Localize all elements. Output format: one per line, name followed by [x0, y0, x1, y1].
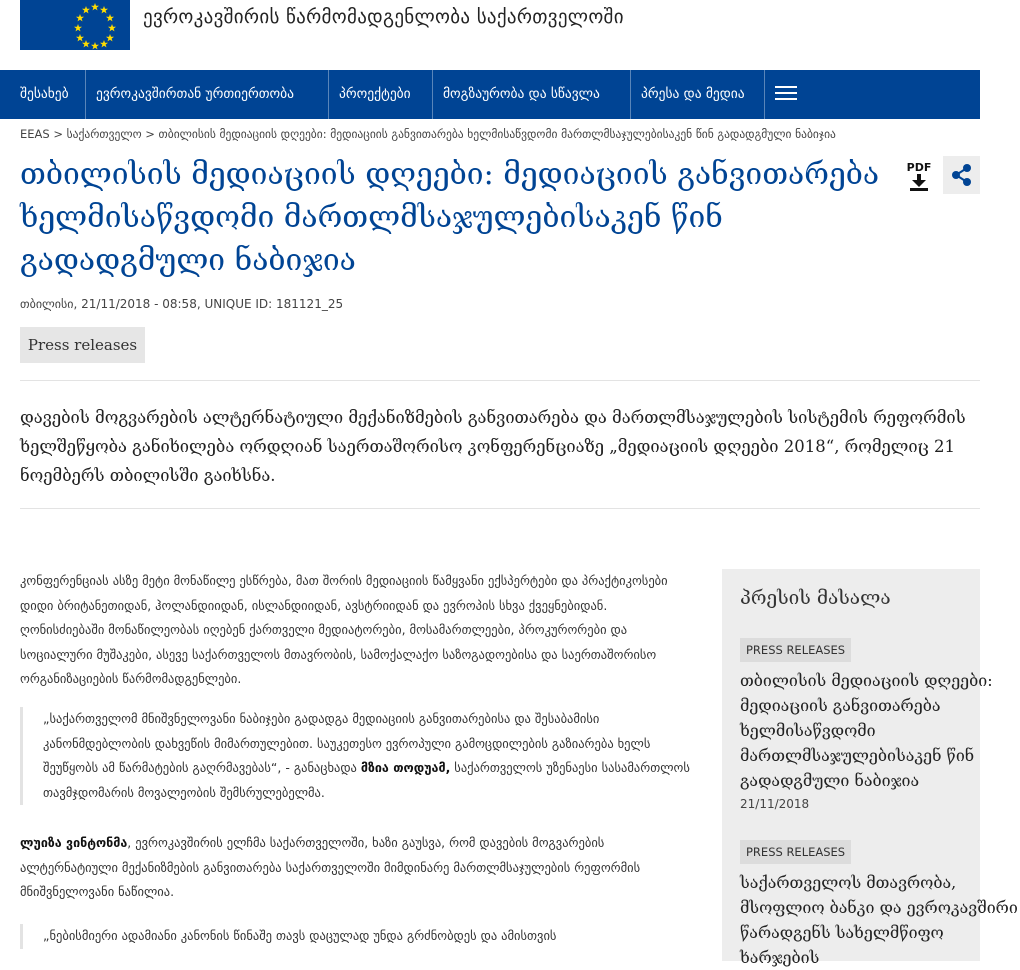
quote-author-role: საქართველოს უზენაესი სასამართლოს თავმჯდომარის მოვალეობის შემსრულებელმა. — [43, 760, 690, 800]
sidebar-item-tag[interactable]: PRESS RELEASES — [740, 840, 851, 864]
press-releases-tag[interactable]: Press releases — [20, 327, 145, 363]
quote-text: „საქართველომ მნიშვნელოვანი ნაბიჯები გადადგა მედიაციის განვითარებისა და შესაბამისი კანონმდებლობის დახვეწის მიმართულებით. საუკეთესო ევროპული გამოცდილების გაზიარება ხელს შეუწყობს ამ წარმატების გაღრმავებას“, - განაცხადა — [43, 711, 651, 775]
breadcrumb[interactable]: EEAS > საქართველო > თბილისის მედიაციის დღეები: მედიაციის განვითარება ხელმისაწვდომი მართლმსაჯულებისაკენ წინ გადადგმული ნაბიჯია — [20, 127, 836, 141]
paragraph-text: , ევროკავშირის ელჩმა საქართველოში, ხაზი გაუსვა, რომ დავების მოგვარების ალტერნატიული მექანიზმების განვითარება საქართველოში მიმდინარე მართლმსაჯულების რეფორმის მნიშვნელოვანი ნაწილია. — [20, 835, 641, 899]
article-quote — [20, 707, 690, 805]
article-lead: დავების მოგვარების ალტერნატიული მექანიზმების განვითარება და მართლმსაჯულების სისტემის რეფორმის ხელშეწყობა განიხილება ორდღიან საერთაშორისო კონფერენციაზე „მედიაციის დღეები 2018“, რომელიც 21 ნოემბერს თბილისში გაიხსნა. — [20, 408, 966, 485]
quote-author: მზია თოდუამ, — [360, 760, 451, 775]
article-quote — [20, 924, 690, 949]
sidebar-item-title[interactable]: თბილისის მედიაციის დღეები: მედიაციის განვითარება ხელმისაწვდომი მართლმსაჯულებისაკენ წინ გადადგმული ნაბიჯია — [740, 671, 993, 790]
press-material-sidebar — [722, 569, 1018, 967]
article-meta: თბილისი, 21/11/2018 - 08:58, UNIQUE ID: 181121_25 — [20, 297, 344, 311]
article-paragraph: კონფერენციას ასზე მეტი მონაწილე ესწრება, მათ შორის მედიაციის წამყვანი ექსპერტები და პრაქტიკოსები დიდი ბრიტანეთიდან, ჰოლანდიიდან, ისლანდიიდან, ავსტრიიდან და ევროპის სხვა ქვეყნებიდან. ღონისძიებაში მონაწილეობას იღებენ ქართველი მედიატორები, მოსამართლეები, პროკურორები და სოციალური მუშაკები, ასევე საქართველოს მთავრობის, სამოქალაქო საზოგადოებისა და საერთაშორისო ორგანიზაციების წარმომადგენლები. — [20, 573, 668, 686]
share-button[interactable] — [943, 156, 980, 194]
share-icon — [943, 156, 980, 194]
page-title: თბილისის მედიაციის დღეები: მედიაციის განვითარება ხელმისაწვდომი მართლმსაჯულებისაკენ წინ გადადგმული ნაბიჯია — [20, 157, 880, 278]
nav-item-about[interactable]: შესახებ — [10, 70, 86, 119]
pdf-label: PDF — [906, 161, 932, 174]
pdf-icon — [900, 156, 938, 194]
main-nav — [0, 70, 980, 119]
quote-text: „ნებისმიერი ადამიანი კანონის წინაშე თავს დაცულად უნდა გრძნობდეს და ამისთვის — [43, 928, 557, 943]
hamburger-menu-icon[interactable] — [769, 82, 803, 108]
sidebar-item-date: 21/11/2018 — [740, 797, 810, 811]
divider — [20, 508, 980, 509]
ambassador-name: ლუიზა ვინტონმა — [20, 835, 128, 850]
nav-item-press-media[interactable]: პრესა და მედია — [631, 70, 765, 119]
eu-flag-logo[interactable] — [20, 0, 130, 50]
sidebar-item-tag[interactable]: PRESS RELEASES — [740, 638, 851, 662]
nav-item-travel-study[interactable]: მოგზაურობა და სწავლა — [433, 70, 631, 119]
article-paragraph — [20, 831, 690, 905]
sidebar-title: პრესის მასალა — [740, 587, 891, 609]
site-title[interactable]: ევროკავშირის წარმომადგენლობა საქართველოში — [143, 6, 624, 28]
divider — [20, 380, 980, 381]
site-header — [0, 0, 980, 70]
nav-item-eu-relations[interactable]: ევროკავშირთან ურთიერთობა — [86, 70, 329, 119]
pdf-download-button[interactable] — [900, 156, 938, 194]
nav-item-projects[interactable]: პროექტები — [329, 70, 433, 119]
sidebar-item-title[interactable]: საქართველოს მთავრობა, მსოფლიო ბანკი და ევროკავშირი წარადგენს სახელმწიფო ხარჯების — [740, 873, 1018, 967]
